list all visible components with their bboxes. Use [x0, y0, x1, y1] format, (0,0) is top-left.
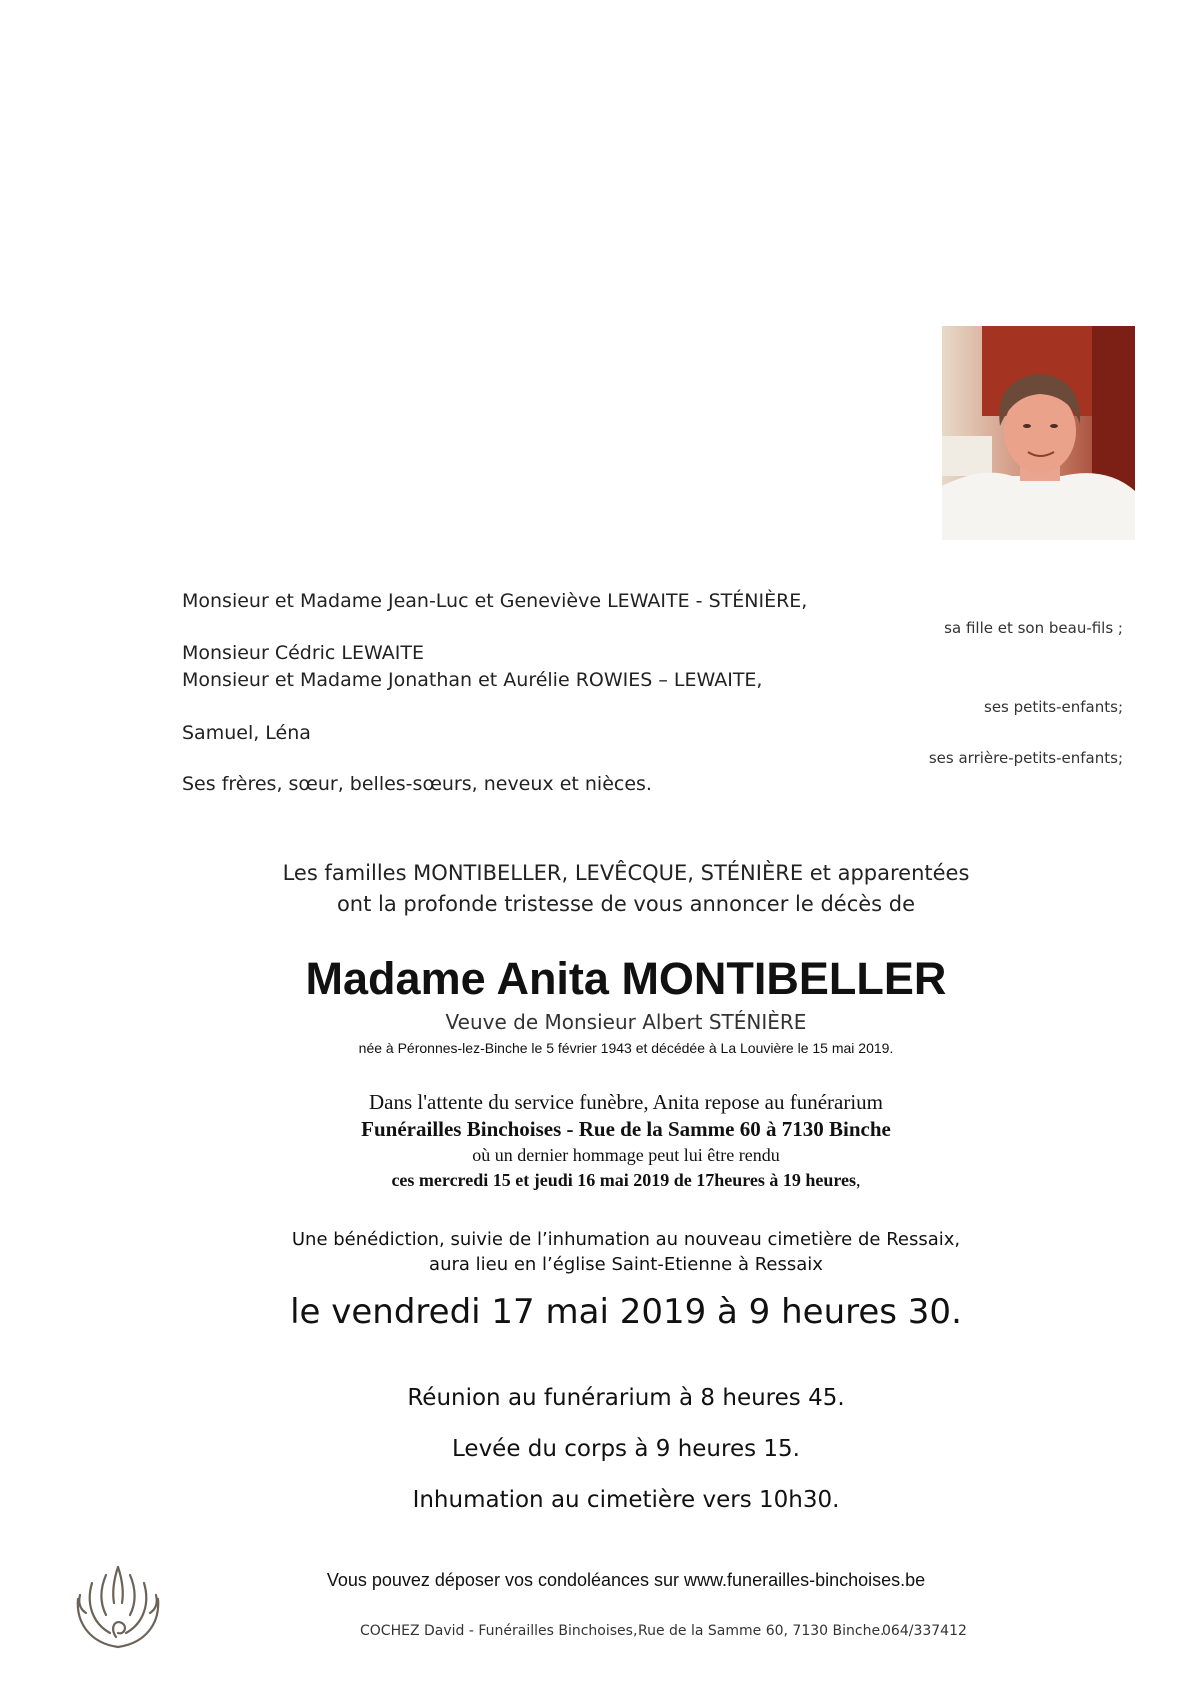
deceased-name: Madame Anita MONTIBELLER — [305, 953, 947, 1004]
ceremony-date: le vendredi 17 mai 2019 à 9 heures 30. — [290, 1292, 962, 1332]
reunion-time: Réunion au funérarium à 8 heures 45. — [407, 1385, 845, 1411]
announcement-intro-1: Les familles MONTIBELLER, LEVÊCQUE, STÉNIÈRE et apparentées — [282, 861, 970, 885]
ceremony-line-2: aura lieu en l’église Saint-Etienne à Ressaix — [429, 1254, 823, 1275]
birth-death-info: née à Péronnes-lez-Binche le 5 février 1943 et décédée à La Louvière le 15 mai 2019. — [358, 1040, 894, 1056]
footer-address: Rue de la Samme 60, 7130 Binche. — [638, 1623, 885, 1639]
inhumation-time: Inhumation au cimetière vers 10h30. — [412, 1487, 840, 1513]
portrait-photo — [942, 326, 1135, 540]
relation-great-grandchildren: ses arrière-petits-enfants; — [928, 749, 1123, 767]
relation-daughter: sa fille et son beau-fils ; — [944, 619, 1123, 637]
footer-phone: 064/337412 — [882, 1623, 967, 1639]
ceremony-line-1: Une bénédiction, suivie de l’inhumation au nouveau cimetière de Ressaix, — [291, 1229, 961, 1250]
family-line-great-grandchildren: Samuel, Léna — [182, 722, 311, 744]
levee-time: Levée du corps à 9 heures 15. — [452, 1436, 800, 1462]
announcement-intro-2: ont la profonde tristesse de vous annoncer le décès de — [336, 892, 916, 916]
family-line-siblings: Ses frères, sœur, belles-sœurs, neveux et nièces. — [182, 773, 652, 795]
visitation-times-comma: , — [856, 1170, 861, 1190]
visitation-times — [0, 1170, 1194, 1191]
condolences-info: Vous pouvez déposer vos condoléances sur www.funerailles-binchoises.be — [326, 1570, 926, 1590]
family-line-daughter: Monsieur et Madame Jean-Luc et Geneviève LEWAITE - STÉNIÈRE, — [182, 590, 808, 612]
family-line-granddaughter: Monsieur et Madame Jonathan et Aurélie ROWIES – LEWAITE, — [182, 669, 763, 691]
widow-of: Veuve de Monsieur Albert STÉNIÈRE — [445, 1010, 807, 1034]
visitation-line-1: Dans l'attente du service funèbre, Anita repose au funérarium — [369, 1090, 883, 1114]
family-line-grandson: Monsieur Cédric LEWAITE — [182, 642, 424, 664]
relation-grandchildren: ses petits-enfants; — [984, 698, 1123, 716]
visitation-line-3: où un dernier hommage peut lui être rendu — [472, 1145, 780, 1165]
footer-name: COCHEZ David - Funérailles Binchoises, — [360, 1623, 638, 1639]
funeral-home-address: Funérailles Binchoises - Rue de la Samme 60 à 7130 Binche — [361, 1117, 891, 1141]
visitation-times-text: ces mercredi 15 et jeudi 16 mai 2019 de 17heures à 19 heures — [391, 1170, 857, 1190]
